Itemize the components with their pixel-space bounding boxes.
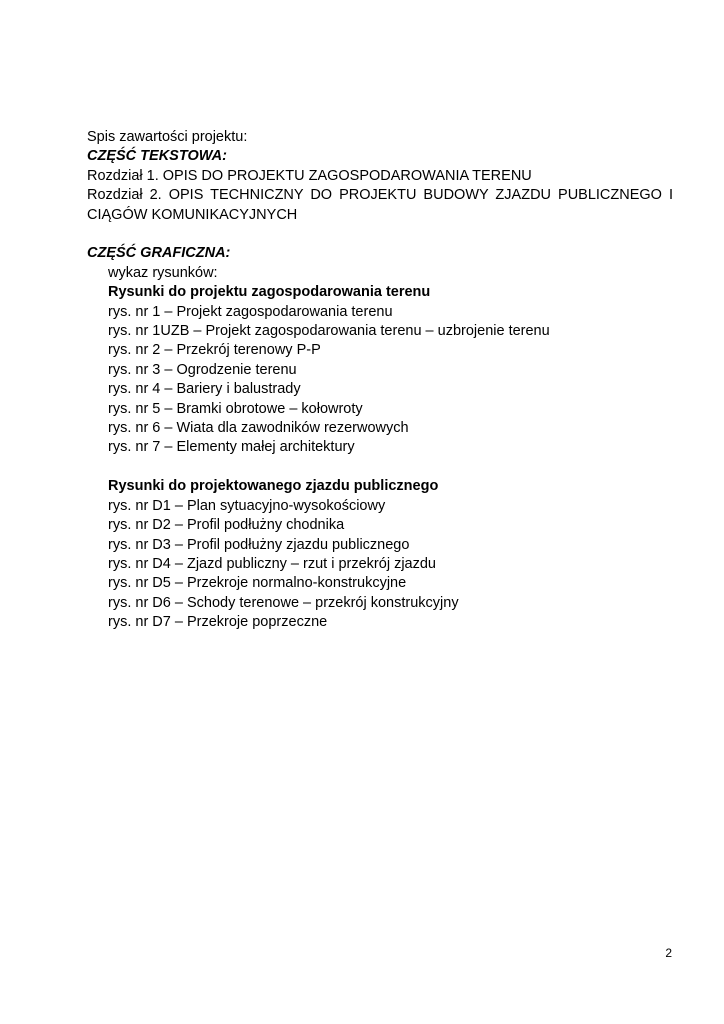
drawings-list-label: wykaz rysunków: [108,264,218,281]
table-of-contents [87,128,673,633]
chapter-1: Rozdział 1. OPIS DO PROJEKTU ZAGOSPODAROWANIA TERENU [87,167,532,184]
graphic-part-title: CZĘŚĆ GRAFICZNA: [87,245,231,262]
list-item: rys. nr D4 – Zjazd publiczny – rzut i przekrój zjazdu [108,555,436,572]
drawings-group-2-title: Rysunki do projektowanego zjazdu publicznego [108,478,439,495]
list-item: rys. nr D7 – Przekroje poprzeczne [108,614,328,631]
list-item: rys. nr 6 – Wiata dla zawodników rezerwowych [108,420,409,437]
toc-heading: Spis zawartości projektu: [87,129,248,145]
list-item: rys. nr 7 – Elementy małej architektury [108,439,355,456]
text-part-title: CZĘŚĆ TEKSTOWA: [87,148,227,165]
drawings-group-1-title: Rysunki do projektu zagospodarowania terenu [108,284,431,301]
list-item: rys. nr 3 – Ogrodzenie terenu [108,361,297,378]
list-item: rys. nr D6 – Schody terenowe – przekrój konstrukcyjny [108,594,459,611]
page-number: 2 [665,946,672,960]
list-item: rys. nr 2 – Przekrój terenowy P-P [108,342,321,359]
list-item: rys. nr 1 – Projekt zagospodarowania terenu [108,303,393,320]
list-item: rys. nr D2 – Profil podłużny chodnika [108,517,345,534]
list-item: rys. nr D1 – Plan sytuacyjno-wysokościowy [108,497,386,514]
list-item: rys. nr D5 – Przekroje normalno-konstrukcyjne [108,575,407,592]
chapter-2-line-1: Rozdział 2. OPIS TECHNICZNY DO PROJEKTU BUDOWY ZJAZDU PUBLICZNEGO I [87,187,673,204]
spacer [87,458,673,477]
list-item: rys. nr 1UZB – Projekt zagospodarowania terenu – uzbrojenie terenu [108,323,550,340]
spacer [87,225,673,244]
list-item: rys. nr D3 – Profil podłużny zjazdu publicznego [108,536,410,553]
chapter-2-line-2: CIĄGÓW KOMUNIKACYJNYCH [87,206,298,223]
list-item: rys. nr 4 – Bariery i balustrady [108,381,301,398]
list-item: rys. nr 5 – Bramki obrotowe – kołowroty [108,400,363,417]
